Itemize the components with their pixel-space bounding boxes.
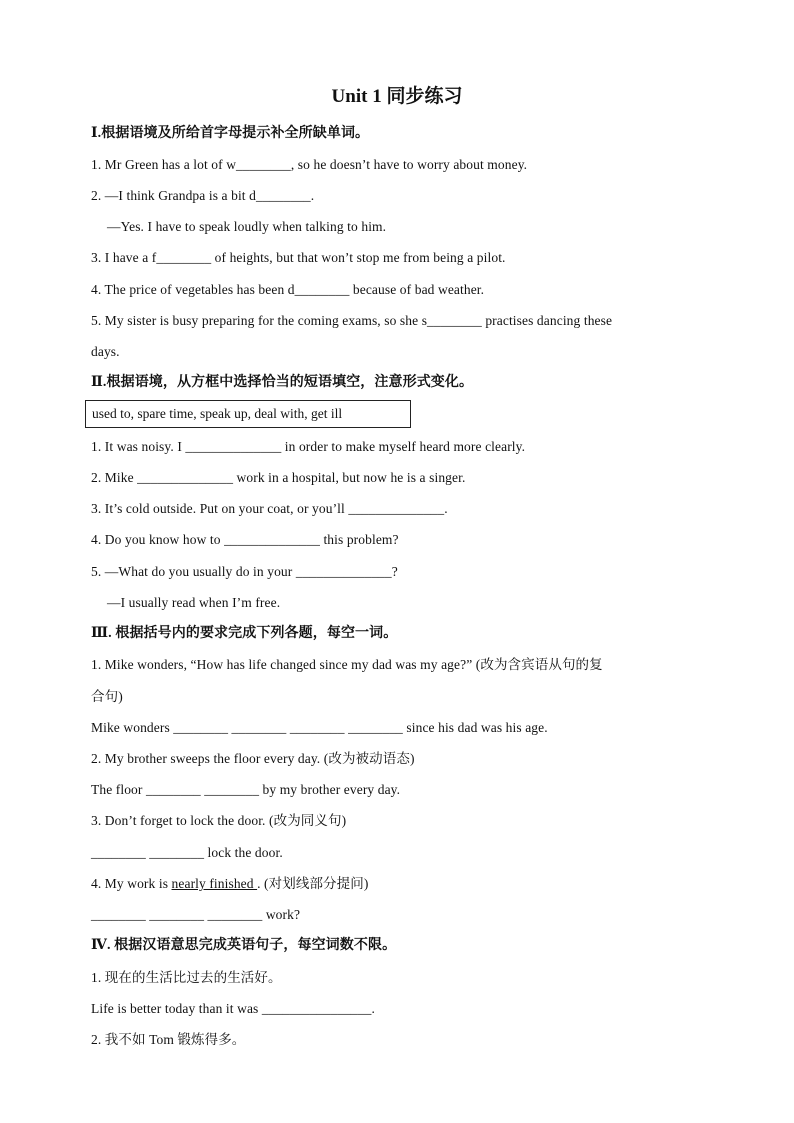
s2-question-4: 4. Do you know how to ______________ this problem? xyxy=(91,532,399,547)
s4-question-1-answer: Life is better today than it was ________________. xyxy=(91,1001,375,1016)
s1-question-4: 4. The price of vegetables has been d________ because of bad weather. xyxy=(91,282,485,297)
s1-question-1: 1. Mr Green has a lot of w________, so he doesn’t have to worry about money. xyxy=(91,157,528,172)
s2-question-5: 5. —What do you usually do in your ______________? xyxy=(91,564,398,579)
s2-question-5-reply: —I usually read when I’m free. xyxy=(107,595,281,610)
s3-question-2-answer: The floor ________ ________ by my brother every day. xyxy=(91,782,401,797)
section-4-heading: Ⅳ. 根据汉语意思完成英语句子，每空词数不限。 xyxy=(91,938,397,953)
s4-question-2: 2. 我不如 Tom 锻炼得多。 xyxy=(91,1032,246,1047)
s2-question-1: 1. It was noisy. I ______________ in order to make myself heard more clearly. xyxy=(91,439,526,454)
s3-q4-underlined: nearly finished xyxy=(171,876,258,891)
s3-question-1: 1. Mike wonders, “How has life changed since my dad was my age?” (改为含宾语从句的复 xyxy=(91,657,603,672)
s1-question-5-cont: days. xyxy=(91,344,120,359)
s3-q4-suffix: . (对划线部分提问) xyxy=(257,876,369,891)
section-2-heading: Ⅱ.根据语境，从方框中选择恰当的短语填空，注意形式变化。 xyxy=(91,375,474,390)
s2-question-3: 3. It’s cold outside. Put on your coat, or you’ll ______________. xyxy=(91,501,448,516)
s1-question-2: 2. —I think Grandpa is a bit d________. xyxy=(91,188,315,203)
page-title: Unit 1 同步练习 xyxy=(331,86,463,107)
s3-question-3-answer: ________ ________ lock the door. xyxy=(91,845,283,860)
s3-question-3: 3. Don’t forget to lock the door. (改为同义句) xyxy=(91,813,347,828)
s3-question-4 xyxy=(91,868,701,899)
s3-question-4-answer: ________ ________ ________ work? xyxy=(91,907,301,922)
s2-question-2: 2. Mike ______________ work in a hospital, but now he is a singer. xyxy=(91,470,466,485)
phrase-box-text: used to, spare time, speak up, deal with, get ill xyxy=(92,406,343,421)
s4-question-1: 1. 现在的生活比过去的生活好。 xyxy=(91,970,282,985)
s3-question-2: 2. My brother sweeps the floor every day. (改为被动语态) xyxy=(91,751,415,766)
section-3-heading: Ⅲ. 根据括号内的要求完成下列各题，每空一词。 xyxy=(91,626,398,641)
s1-question-2-reply: —Yes. I have to speak loudly when talking to him. xyxy=(107,219,387,234)
s3-question-1-answer: Mike wonders ________ ________ ________ ________ since his dad was his age. xyxy=(91,720,548,735)
phrase-box xyxy=(85,400,411,428)
s1-question-3: 3. I have a f________ of heights, but that won’t stop me from being a pilot. xyxy=(91,250,506,265)
section-1-heading: Ⅰ.根据语境及所给首字母提示补全所缺单词。 xyxy=(91,126,370,141)
s3-question-1-cont: 合句) xyxy=(91,689,123,704)
s1-question-5: 5. My sister is busy preparing for the coming exams, so she s________ practises dancing these xyxy=(91,313,613,328)
s3-q4-prefix: 4. My work is xyxy=(91,876,172,891)
